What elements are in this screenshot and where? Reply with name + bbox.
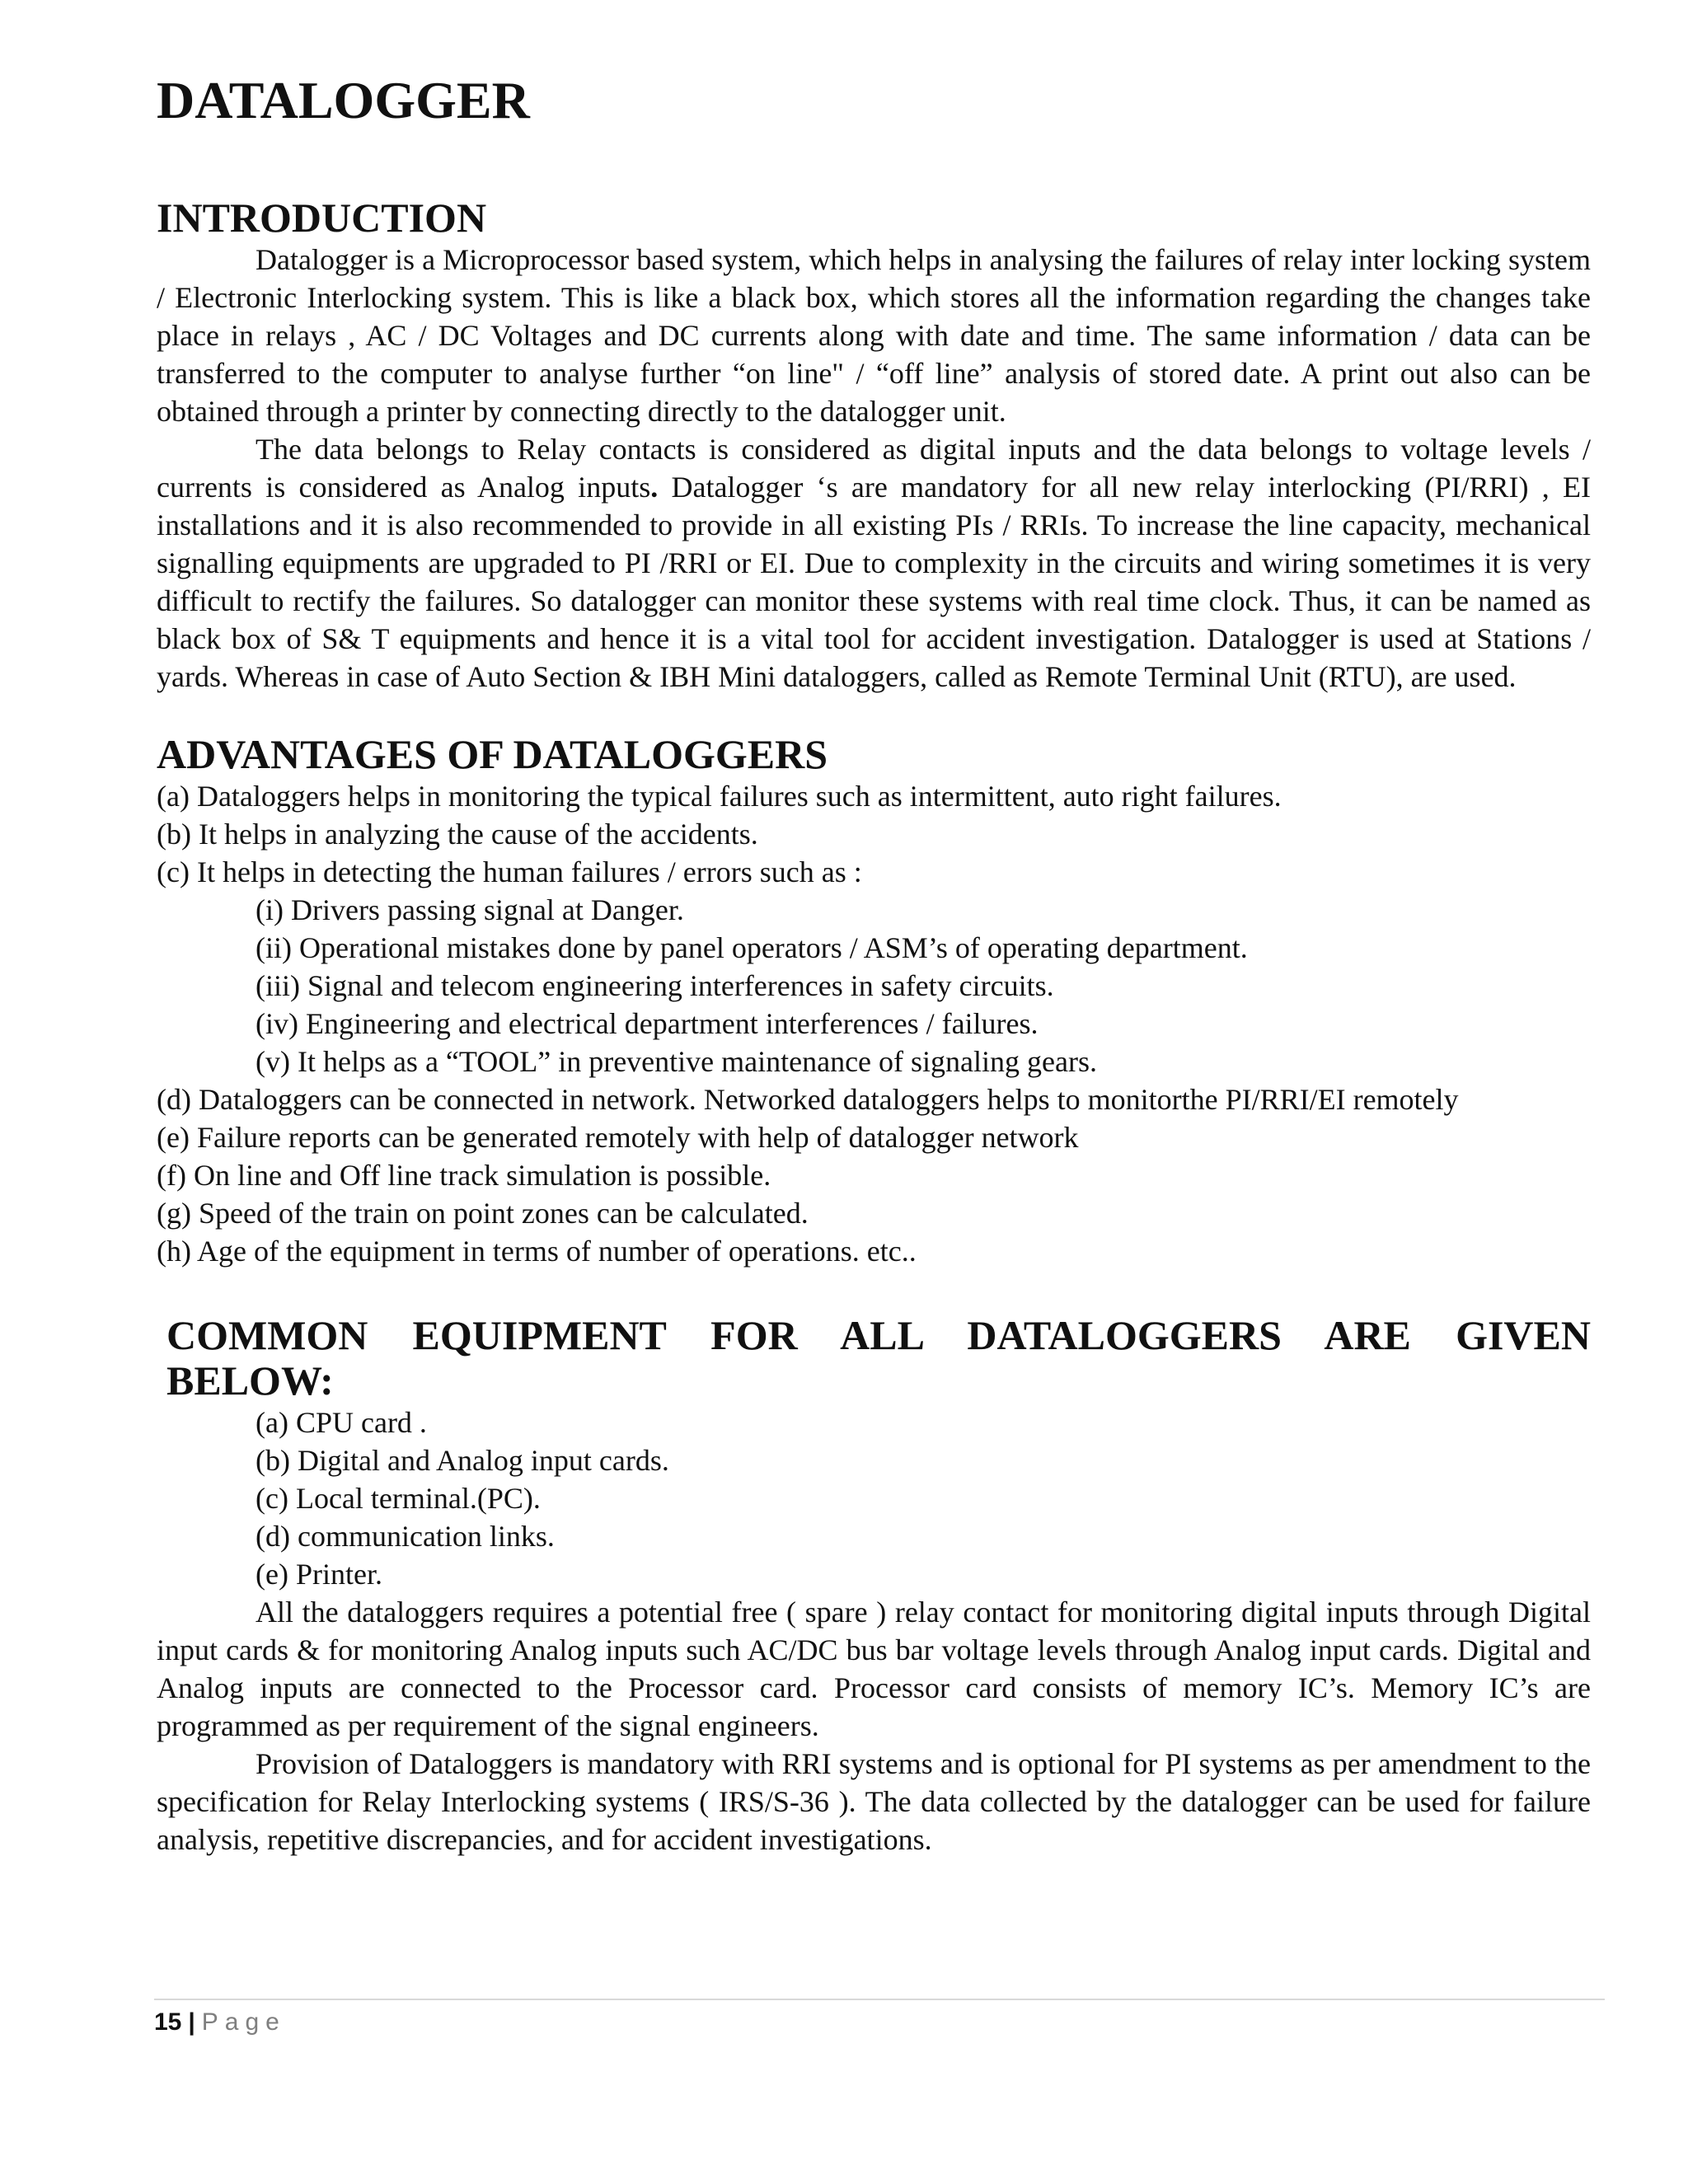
equipment-item-a: (a) CPU card . — [256, 1405, 427, 1439]
document-title: DATALOGGER — [157, 71, 530, 129]
common-equipment-heading-line-1: COMMON EQUIPMENT FOR ALL DATALOGGERS ARE GIVEN — [166, 1311, 1591, 1358]
common-equipment-list — [157, 1404, 1591, 1593]
introduction-paragraph-2-bold-period: . — [650, 470, 659, 504]
page-footer — [154, 1999, 1605, 2036]
equipment-item-e: (e) Printer. — [256, 1557, 382, 1591]
equipment-item-b: (b) Digital and Analog input cards. — [256, 1443, 669, 1477]
advantage-item-f: (f) On line and Off line track simulation is possible. — [157, 1158, 771, 1192]
sublist-item-ii: (ii) Operational mistakes done by panel operators / ASM’s of operating department. — [256, 930, 1248, 964]
common-equipment-heading — [157, 1313, 1591, 1404]
advantage-item-c: (c) It helps in detecting the human failures / errors such as : — [157, 855, 862, 888]
human-failures-sublist — [157, 891, 1591, 1080]
advantage-item-g: (g) Speed of the train on point zones can be calculated. — [157, 1196, 809, 1230]
advantage-item-e: (e) Failure reports can be generated remotely with help of datalogger network — [157, 1120, 1079, 1154]
page-content — [157, 70, 1591, 1858]
sublist-item-v: (v) It helps as a “TOOL” in preventive maintenance of signaling gears. — [256, 1044, 1097, 1078]
common-equipment-heading-line-2: BELOW: — [166, 1357, 334, 1404]
introduction-paragraph-2-part-a: The data belongs to Relay contacts is considered as digital inputs and the data belongs to voltage levels / currents is considered as Analog inputs — [157, 432, 1591, 504]
advantages-list-continued — [157, 1080, 1591, 1270]
introduction-paragraph-2 — [157, 430, 1591, 696]
introduction-paragraph-2-part-b: Datalogger ‘s are mandatory for all new relay interlocking (PI/RRI) , EI installations and it is also recommended to provide in all existing PIs / RRIs. To increase the line capacity, mechanical signalling equipments are upgraded to PI /RRI or EI. Due to complexity in the circuits and wiring sometimes it is very difficult to rectify the failures. So datalogger can monitor these systems with real time clock. Thus, it can be named as black box of S& T equipments and hence it is a vital tool for accident investigation. Datalogger is used at Stations / yards. Whereas in case of Auto Section & IBH Mini dataloggers, called as Remote Terminal Unit (RTU), are used. — [157, 470, 1591, 693]
common-equipment-paragraph-1: All the dataloggers requires a potential free ( spare ) relay contact for monitoring digital inputs through Digital input cards & for monitoring Analog inputs such AC/DC bus bar voltage levels through Analog input cards. Digital and Analog inputs are connected to the Processor card. Processor card consists of memory IC’s. Memory IC’s are programmed as per requirement of the signal engineers. — [157, 1595, 1591, 1742]
advantage-item-a: (a) Dataloggers helps in monitoring the typical failures such as intermittent, auto right failures. — [157, 779, 1282, 813]
advantage-item-d: (d) Dataloggers can be connected in network. Networked dataloggers helps to monitorthe PI/RRI/EI remotely — [157, 1082, 1459, 1116]
common-equipment-paragraph-2: Provision of Dataloggers is mandatory with RRI systems and is optional for PI systems as per amendment to the specification for Relay Interlocking systems ( IRS/S-36 ). The data collected by the datalogger can be used for failure analysis, repetitive discrepancies, and for accident investigations. — [157, 1746, 1591, 1856]
equipment-item-c: (c) Local terminal.(PC). — [256, 1481, 541, 1515]
introduction-heading: INTRODUCTION — [157, 194, 487, 241]
introduction-paragraph-1: Datalogger is a Microprocessor based system, which helps in analysing the failures of relay inter locking system / Electronic Interlocking system. This is like a black box, which stores all the information regarding the changes take place in relays , AC / DC Voltages and DC currents along with date and time. The same information / data can be transferred to the computer to analyse further “on line" / “off line” analysis of stored date. A print out also can be obtained through a printer by connecting directly to the datalogger unit. — [157, 242, 1591, 428]
advantage-item-h: (h) Age of the equipment in terms of number of operations. etc.. — [157, 1234, 917, 1268]
advantage-item-b: (b) It helps in analyzing the cause of the accidents. — [157, 817, 758, 851]
advantages-heading: ADVANTAGES OF DATALOGGERS — [157, 730, 828, 777]
sublist-item-i: (i) Drivers passing signal at Danger. — [256, 893, 684, 926]
advantages-list — [157, 777, 1591, 891]
sublist-item-iii: (iii) Signal and telecom engineering interferences in safety circuits. — [256, 968, 1054, 1002]
sublist-item-iv: (iv) Engineering and electrical department interferences / failures. — [256, 1006, 1039, 1040]
footer-separator: | — [188, 2008, 195, 2036]
equipment-item-d: (d) communication links. — [256, 1519, 555, 1553]
page-label: Page — [201, 2008, 286, 2036]
page-number: 15 — [154, 2008, 182, 2036]
